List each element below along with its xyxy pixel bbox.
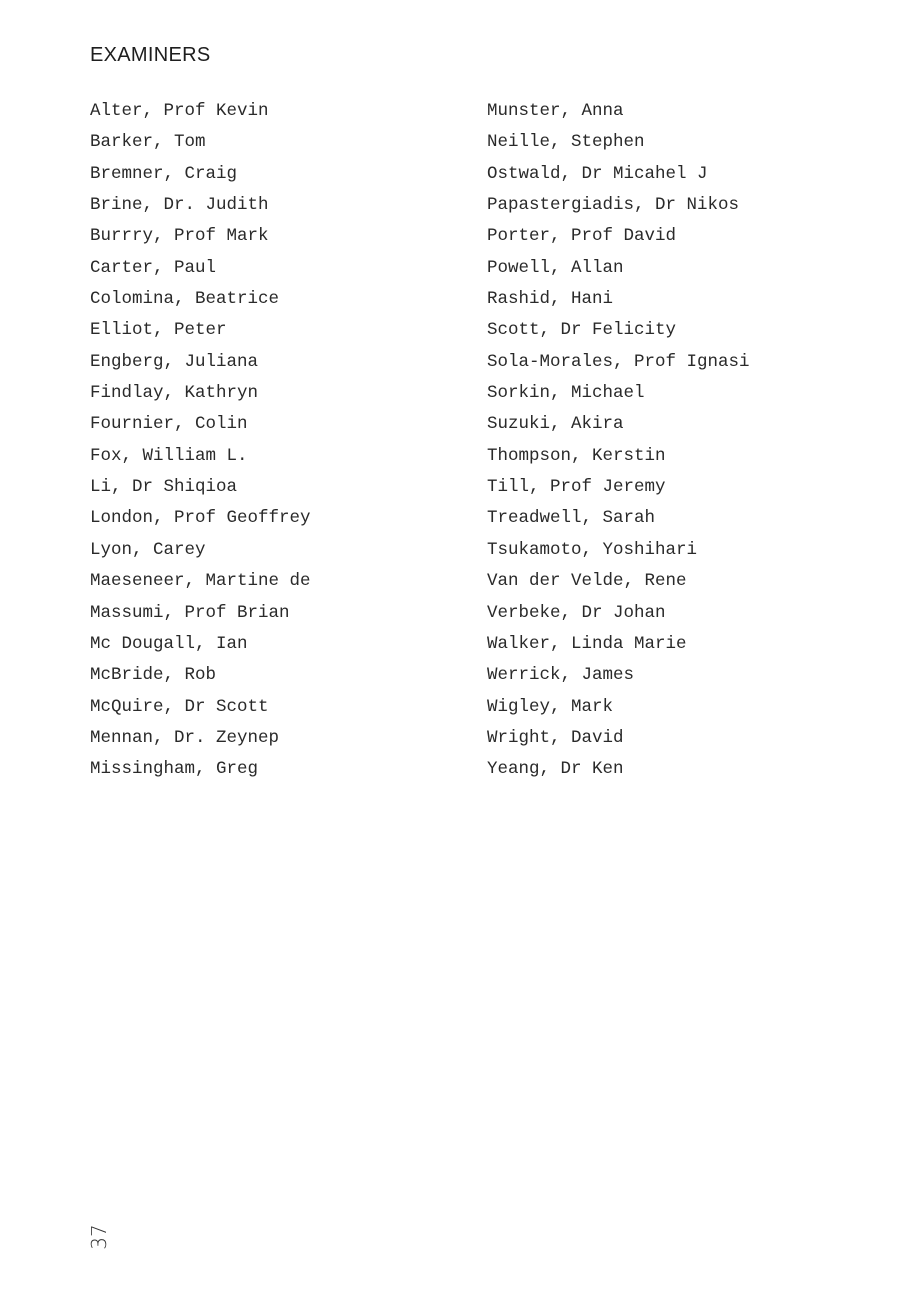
examiner-name: Missingham, Greg [90,759,259,780]
examiner-name: Powell, Allan [487,257,624,278]
examiner-name: Maeseneer, Martine de [90,571,311,592]
examiner-name: Barker, Tom [90,132,206,153]
page-heading: EXAMINERS [90,44,211,66]
examiner-name: Walker, Linda Marie [487,633,687,654]
examiner-name: Mennan, Dr. Zeynep [90,727,280,748]
examiner-name: Li, Dr Shiqioa [90,477,238,498]
examiner-name: Wigley, Mark [487,696,614,717]
examiner-name: Werrick, James [487,665,635,686]
page-number: 37 [87,1224,111,1250]
examiner-name: Lyon, Carey [90,539,206,560]
examiner-name: McBride, Rob [90,665,217,686]
examiner-name: Till, Prof Jeremy [487,477,666,498]
examiner-name: Neille, Stephen [487,132,645,153]
examiner-name: Engberg, Juliana [90,351,259,372]
examiner-name: Wright, David [487,727,624,748]
examiner-name: McQuire, Dr Scott [90,696,269,717]
examiner-name: Verbeke, Dr Johan [487,602,666,623]
examiner-name: Papastergiadis, Dr Nikos [487,195,740,216]
examiner-name: Tsukamoto, Yoshihari [487,539,698,560]
examiner-name: London, Prof Geoffrey [90,508,311,529]
examiner-name: Bremner, Craig [90,163,238,184]
examiners-list-right [487,96,750,786]
examiner-name: Treadwell, Sarah [487,508,656,529]
examiner-name: Yeang, Dr Ken [487,759,624,780]
examiner-name: Sorkin, Michael [487,383,645,404]
examiner-name: Porter, Prof David [487,226,677,247]
examiners-list-left [90,96,311,786]
examiner-name: Fox, William L. [90,445,248,466]
examiner-name: Alter, Prof Kevin [90,101,269,121]
examiner-name: Van der Velde, Rene [487,571,687,592]
examiner-name: Burrry, Prof Mark [90,226,269,247]
examiner-name: Carter, Paul [90,257,217,278]
examiner-name: Suzuki, Akira [487,414,624,435]
examiner-name: Brine, Dr. Judith [90,195,269,216]
examiner-name: Elliot, Peter [90,320,227,341]
examiner-name: Colomina, Beatrice [90,289,280,310]
examiner-name: Fournier, Colin [90,414,248,435]
examiner-name: Munster, Anna [487,101,624,121]
examiner-name: Ostwald, Dr Micahel J [487,163,708,184]
examiner-name: Scott, Dr Felicity [487,320,677,341]
examiner-name: Thompson, Kerstin [487,445,666,466]
examiner-name: Mc Dougall, Ian [90,633,248,654]
examiner-name: Rashid, Hani [487,289,614,310]
examiner-name: Findlay, Kathryn [90,383,259,404]
examiner-name: Sola-Morales, Prof Ignasi [487,351,750,372]
examiner-name: Massumi, Prof Brian [90,602,290,623]
